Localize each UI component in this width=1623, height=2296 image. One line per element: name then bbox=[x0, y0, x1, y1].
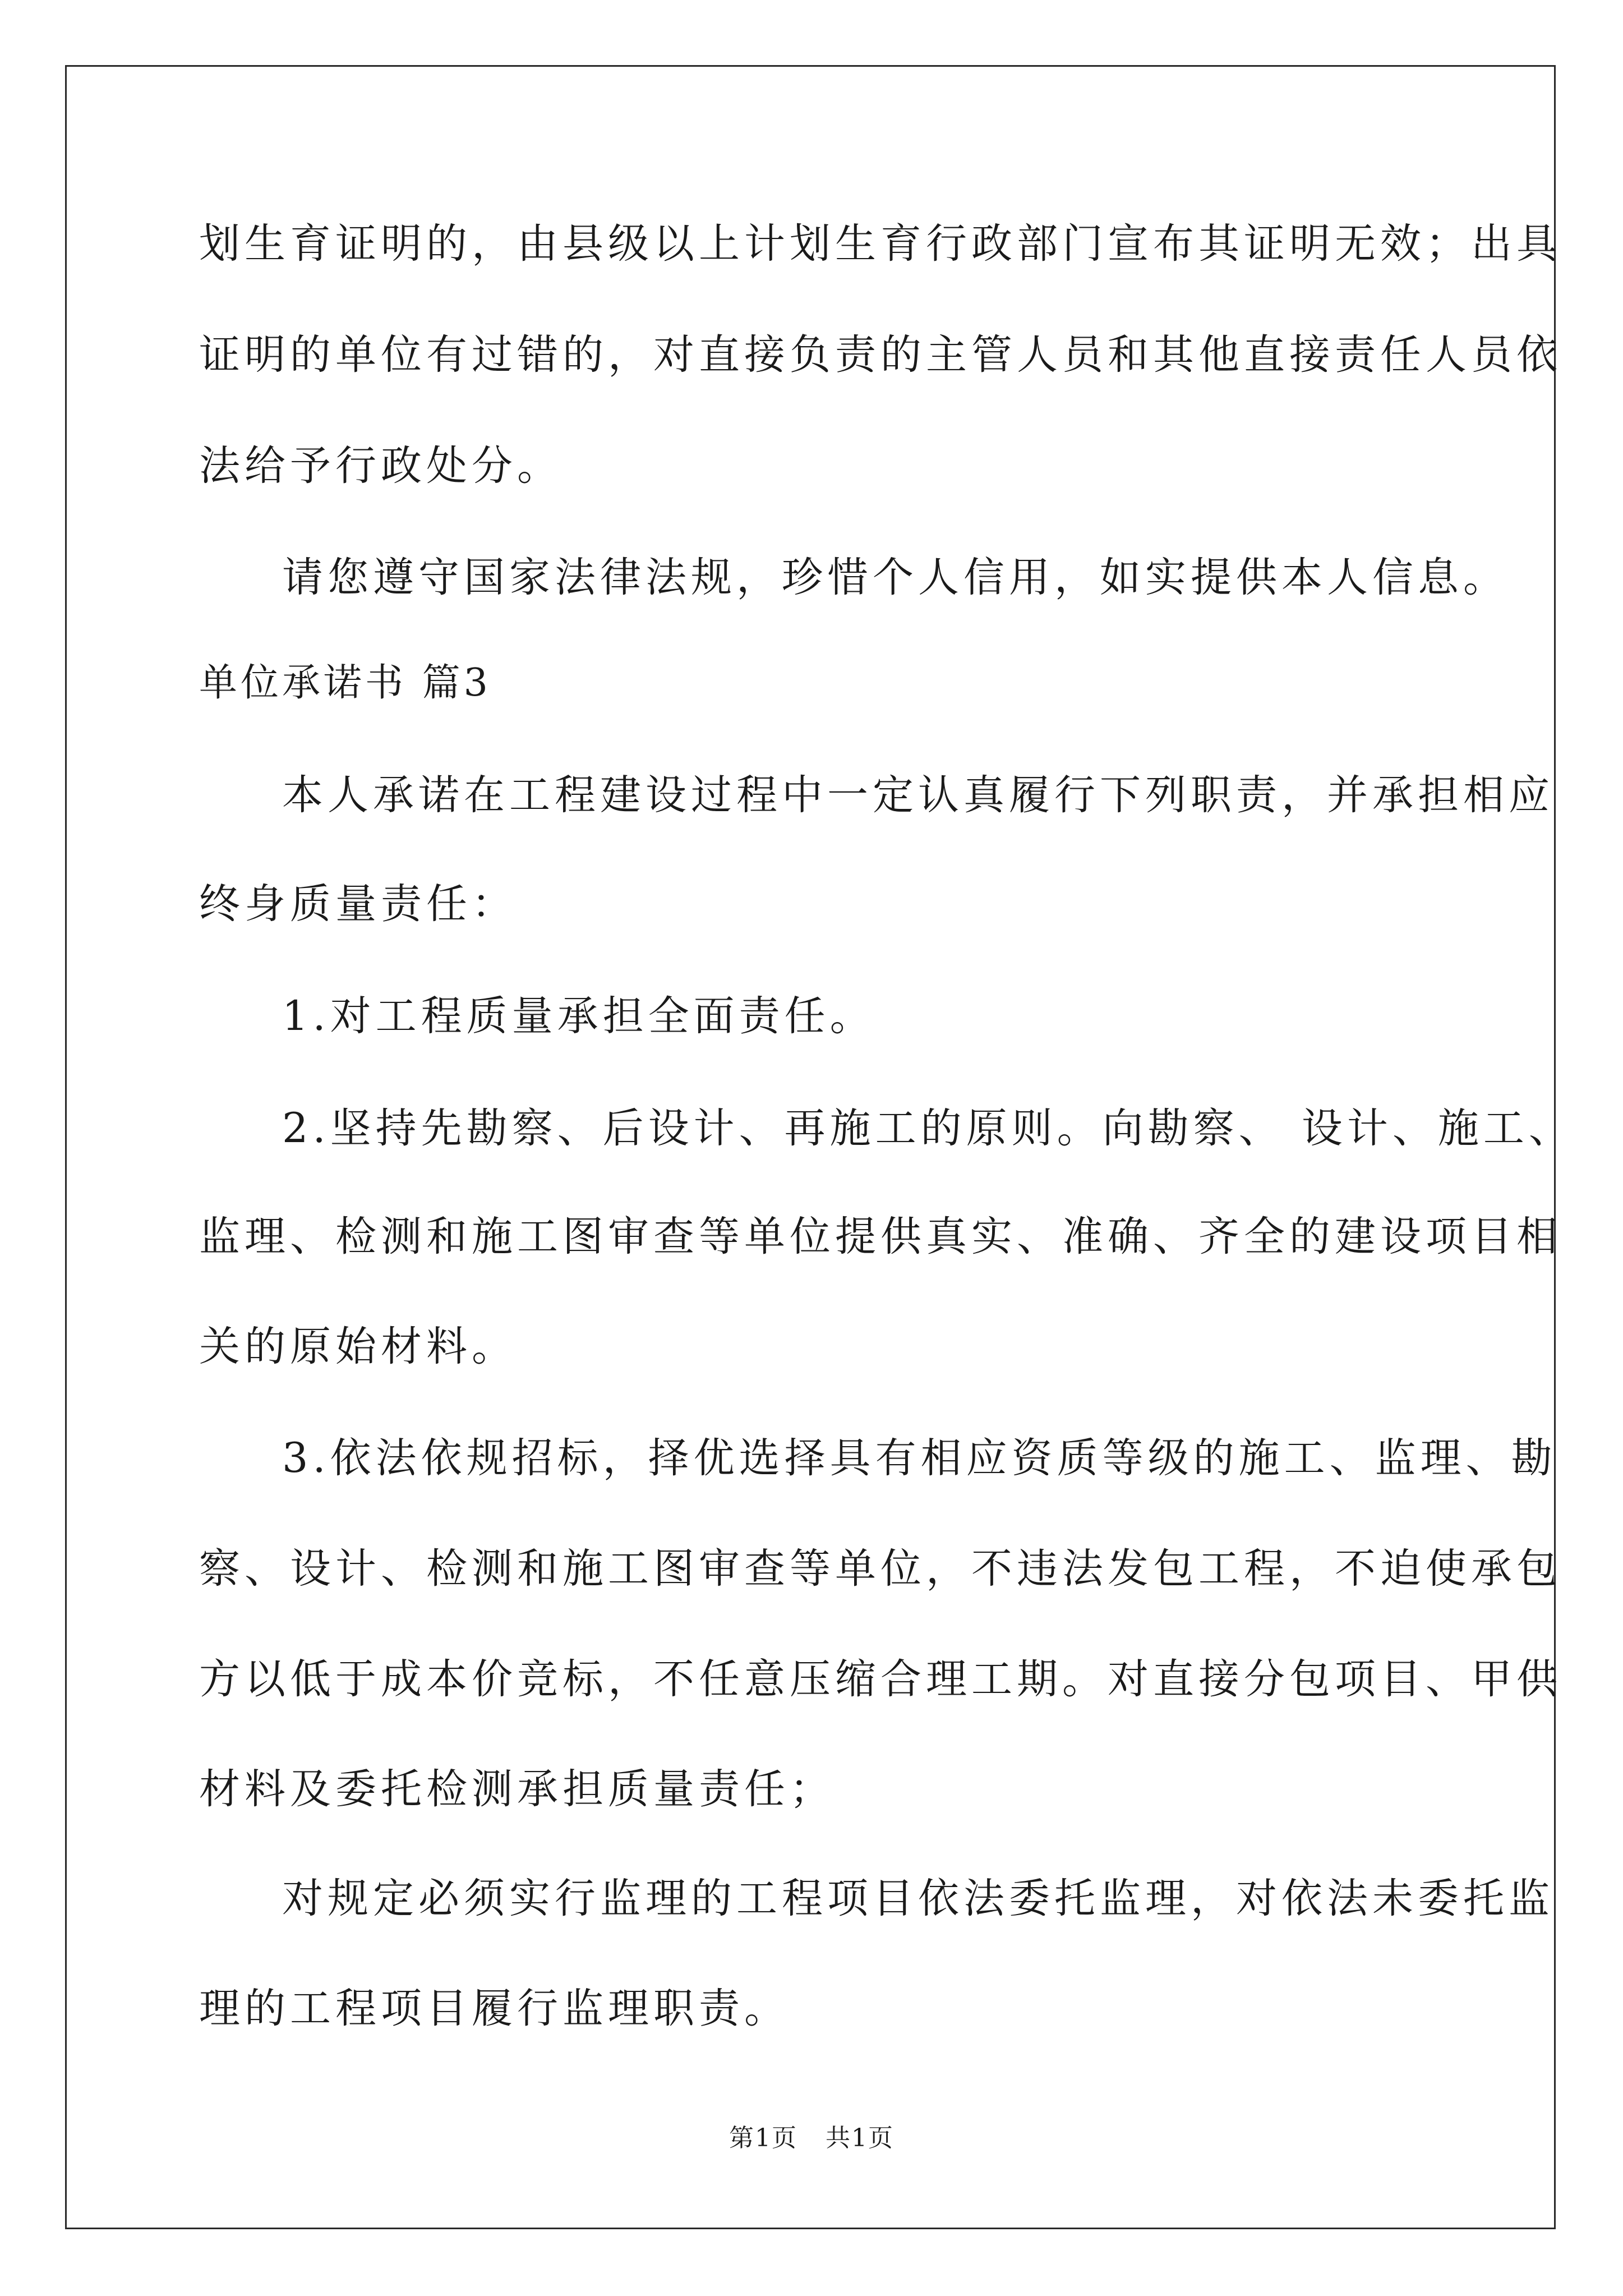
paragraph-line: 划生育证明的，由县级以上计划生育行政部门宣布其证明无效；出具 bbox=[199, 220, 1562, 268]
paragraph-line: 本人承诺在工程建设过程中一定认真履行下列职责，并承担相应 bbox=[282, 771, 1554, 819]
paragraph-line: 请您遵守国家法律法规，珍惜个人信用，如实提供本人信息。 bbox=[282, 554, 1509, 601]
page-number: 第1页 bbox=[729, 2124, 797, 2152]
page-footer bbox=[0, 2118, 1623, 2154]
list-item-line: 2.坚持先勘察、后设计、再施工的原则。向勘察、 设计、施工、 bbox=[282, 1105, 1574, 1152]
paragraph-line: 关的原始材料。 bbox=[199, 1323, 517, 1370]
paragraph-line: 监理、检测和施工图审查等单位提供真实、准确、齐全的建设项目相 bbox=[199, 1213, 1562, 1260]
paragraph-line: 理的工程项目履行监理职责。 bbox=[199, 1985, 790, 2032]
paragraph-line: 材料及委托检测承担质量责任； bbox=[199, 1765, 835, 1813]
paragraph-line: 证明的单位有过错的，对直接负责的主管人员和其他直接责任人员依 bbox=[199, 331, 1562, 379]
list-item-line: 1.对工程质量承担全面责任。 bbox=[282, 992, 875, 1040]
section-heading: 单位承诺书 篇3 bbox=[199, 661, 491, 705]
paragraph-line: 方以低于成本价竞标，不任意压缩合理工期。对直接分包项目、甲供 bbox=[199, 1655, 1562, 1703]
paragraph-line: 对规定必须实行监理的工程项目依法委托监理，对依法未委托监 bbox=[282, 1875, 1554, 1922]
list-item-line: 3.依法依规招标，择优选择具有相应资质等级的施工、监理、勘 bbox=[282, 1434, 1557, 1482]
paragraph-line: 法给予行政处分。 bbox=[199, 442, 562, 490]
paragraph-line: 察、设计、检测和施工图审查等单位，不违法发包工程，不迫使承包 bbox=[199, 1545, 1562, 1593]
page-total: 共1页 bbox=[826, 2124, 894, 2152]
paragraph-line: 终身质量责任： bbox=[199, 880, 517, 928]
